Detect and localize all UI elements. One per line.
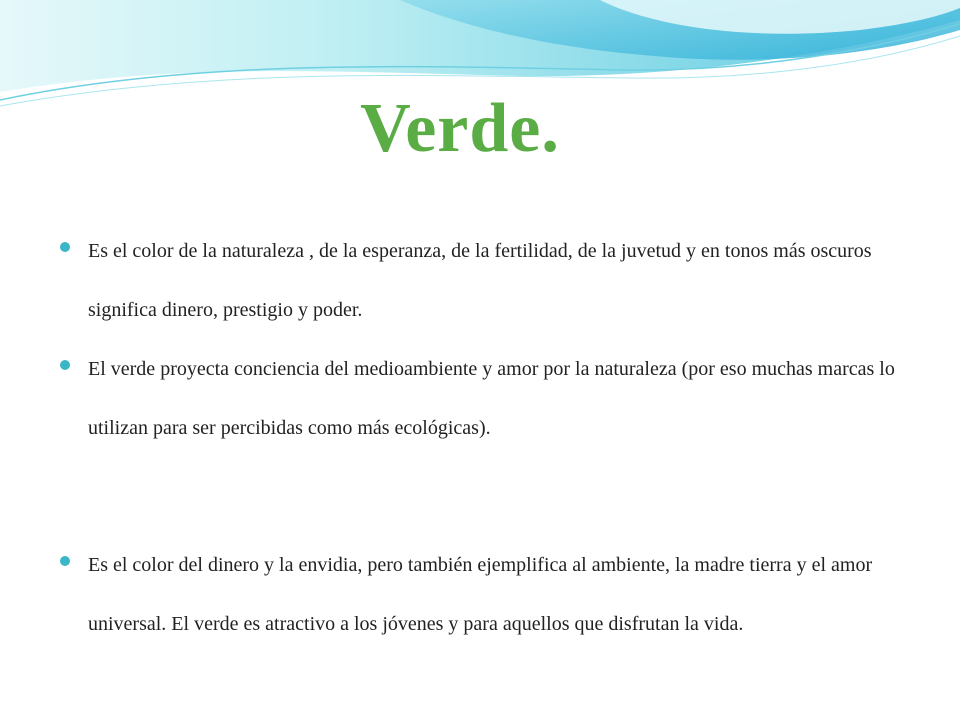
bullet-text: Es el color del dinero y la envidia, pero también ejemplifica al ambiente, la madre tierra y el amor universal. El verde es atractivo a los jóvenes y para aquellos que disfrutan la vida. (88, 554, 873, 635)
bullet-dot-icon (60, 360, 70, 370)
bullet-list (58, 222, 910, 654)
bullet-item (58, 340, 910, 458)
bullet-item (58, 222, 910, 340)
bullet-text: El verde proyecta conciencia del medioambiente y amor por la naturaleza (por eso muchas marcas lo utilizan para ser percibidas como más ecológicas). (88, 358, 895, 439)
slide-title: Verde. (360, 90, 560, 167)
bullet-dot-icon (60, 556, 70, 566)
bullet-dot-icon (60, 242, 70, 252)
bullet-item (58, 536, 910, 654)
bullet-text: Es el color de la naturaleza , de la esperanza, de la fertilidad, de la juvetud y en tonos más oscuros significa dinero, prestigio y poder. (88, 240, 872, 321)
